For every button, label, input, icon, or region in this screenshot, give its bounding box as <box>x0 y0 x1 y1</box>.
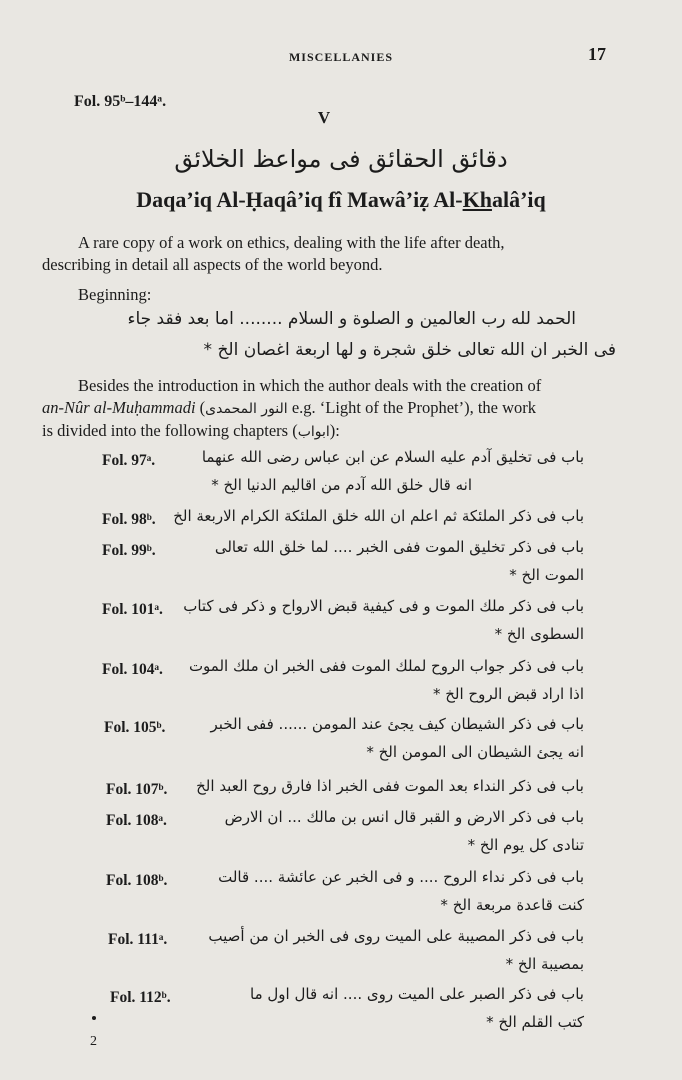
chapter-line: السطوى الخ * <box>494 625 584 643</box>
beginning-label: Beginning: <box>78 285 152 304</box>
chapter-line: بمصيبة الخ * <box>505 955 584 973</box>
section-numeral: V <box>317 108 331 127</box>
chapter-line: باب فى ذكر المصيبة على الميت روى فى الخبر ان من أصيب <box>208 927 584 945</box>
chapter-line: باب فى ذكر الارض و القبر قال انس بن مالك ... ان الارض <box>224 808 584 826</box>
bullet-mark <box>92 1016 96 1020</box>
chapter-folio: Fol. 108ᵇ. <box>106 872 168 889</box>
chapter-folio: Fol. 98ᵇ. <box>102 511 156 528</box>
chapter-line: باب فى ذكر الصبر على الميت روى .... انه قال اول ما <box>250 985 584 1003</box>
chapter-line: كتب القلم الخ * <box>486 1013 584 1031</box>
chapter-line: باب فى تخليق آدم عليه السلام عن ابن عباس رضى الله عنهما <box>201 448 584 466</box>
chapter-folio: Fol. 105ᵇ. <box>104 719 166 736</box>
chapter-folio: Fol. 97ᵃ. <box>102 452 156 469</box>
chapter-line: كنت قاعدة مربعة الخ * <box>440 896 584 914</box>
line3-end: ): <box>329 421 340 440</box>
chapter-folio: Fol. 107ᵇ. <box>106 781 168 798</box>
folio-range: Fol. 95ᵇ–144ᵃ. <box>74 93 167 110</box>
description-paragraph <box>42 232 612 276</box>
chapter-line: باب فى ذكر نداء الروح .... و فى الخبر عن عائشة .... قالت <box>218 868 584 886</box>
chapter-folio: Fol. 112ᵇ. <box>110 989 171 1006</box>
chapter-line: باب فى ذكر النداء بعد الموت ففى الخبر اذا فارق روح العبد الخ <box>196 777 584 795</box>
nur-arabic: النور المحمدى <box>205 401 288 417</box>
chapter-line: باب فى ذكر الملئكة ثم اعلم ان الله خلق الملئكة الكرام الاربعة الخ <box>173 507 584 525</box>
chapter-folio: Fol. 99ᵇ. <box>102 542 156 559</box>
chapter-folio: Fol. 101ᵃ. <box>102 601 163 618</box>
abwab-arabic: ابواب <box>297 424 330 440</box>
nur-italic: an-Nûr al-Muḥammadi <box>42 398 196 417</box>
beginning-arabic-line-2: فى الخبر ان الله تعالى خلق شجرة و لها اربعة اغصان الخ * <box>203 340 616 360</box>
chapter-line: انه يجئ الشيطان الى المومن الخ * <box>366 743 584 761</box>
arabic-title: دقائق الحقائق فى مواعظ الخلائق <box>174 145 508 173</box>
chapter-folio: Fol. 108ᵃ. <box>106 812 167 829</box>
intro-paragraph <box>42 375 612 443</box>
nur-paren-open: ( <box>195 398 206 417</box>
description-line-2: describing in detail all aspects of the world beyond. <box>42 255 383 274</box>
beginning-arabic-line-1: الحمد لله رب العالمين و الصلوة و السلام ........ اما بعد فقد جاء <box>127 309 576 329</box>
chapter-line: اذا اراد قبض الروح الخ * <box>432 685 584 703</box>
chapter-line: باب فى ذكر تخليق الموت ففى الخبر .... لما خلق الله تعالى <box>214 538 584 556</box>
title-part-3: alâ’iq <box>491 187 546 212</box>
running-head: MISCELLANIES <box>288 50 394 64</box>
chapter-line: تنادى كل يوم الخ * <box>467 836 584 854</box>
description-line-1: A rare copy of a work on ethics, dealing with the life after death, <box>78 233 505 252</box>
title-part-1: Daqa’iq Al-Ḥaqâ’iq fî Mawâ’iẓ Al- <box>136 187 463 212</box>
line3-start: is divided into the following chapters ( <box>42 421 298 440</box>
signature-mark: 2 <box>90 1034 97 1049</box>
title-part-2: Kh <box>462 187 492 212</box>
english-title <box>0 187 682 213</box>
chapter-line: الموت الخ * <box>509 566 584 584</box>
chapter-line: باب فى ذكر الشيطان كيف يجئ عند المومن ...... ففى الخبر <box>210 715 584 733</box>
chapter-folio: Fol. 104ᵃ. <box>102 661 163 678</box>
chapter-line: انه قال خلق الله آدم من اقاليم الدنيا الخ * <box>211 476 472 494</box>
intro-line-3 <box>42 420 612 443</box>
intro-line-1: Besides the introduction in which the author deals with the creation of <box>78 376 542 395</box>
page-number: 17 <box>588 44 606 64</box>
chapter-line: باب فى ذكر جواب الروح لملك الموت ففى الخبر ان ملك الموت <box>188 657 584 675</box>
nur-rest: e.g. ‘Light of the Prophet’), the work <box>287 398 537 417</box>
chapter-line: باب فى ذكر ملك الموت و فى كيفية قبض الارواح و ذكر فى كتاب <box>183 597 584 615</box>
intro-line-2 <box>42 397 612 420</box>
chapter-folio: Fol. 111ᵃ. <box>108 931 168 948</box>
